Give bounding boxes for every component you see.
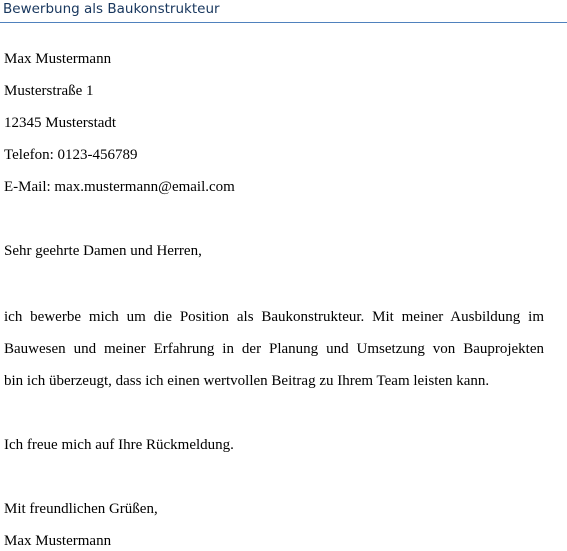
body-line-1: ich bewerbe mich um die Position als Baukonstrukteur. Mit meiner Ausbildung im [4, 309, 544, 325]
sender-phone: Telefon: 0123-456789 [4, 147, 138, 163]
closing-sentence: Ich freue mich auf Ihre Rückmeldung. [4, 437, 234, 453]
sender-email: E-Mail: max.mustermann@email.com [4, 179, 235, 195]
sender-street: Musterstraße 1 [4, 83, 94, 99]
signature: Max Mustermann [4, 533, 112, 549]
valediction: Mit freundlichen Grüßen, [4, 501, 158, 517]
body-line-3: bin ich überzeugt, dass ich einen wertvollen Beitrag zu Ihrem Team leisten kann. [4, 373, 490, 389]
document-header [0, 0, 567, 23]
sender-name: Max Mustermann [4, 51, 112, 67]
header-title: Bewerbung als Baukonstrukteur [3, 1, 220, 17]
body-line-2: Bauwesen und meiner Erfahrung in der Planung und Umsetzung von Bauprojekten [4, 341, 544, 357]
sender-city: 12345 Musterstadt [4, 115, 117, 131]
salutation: Sehr geehrte Damen und Herren, [4, 243, 202, 259]
